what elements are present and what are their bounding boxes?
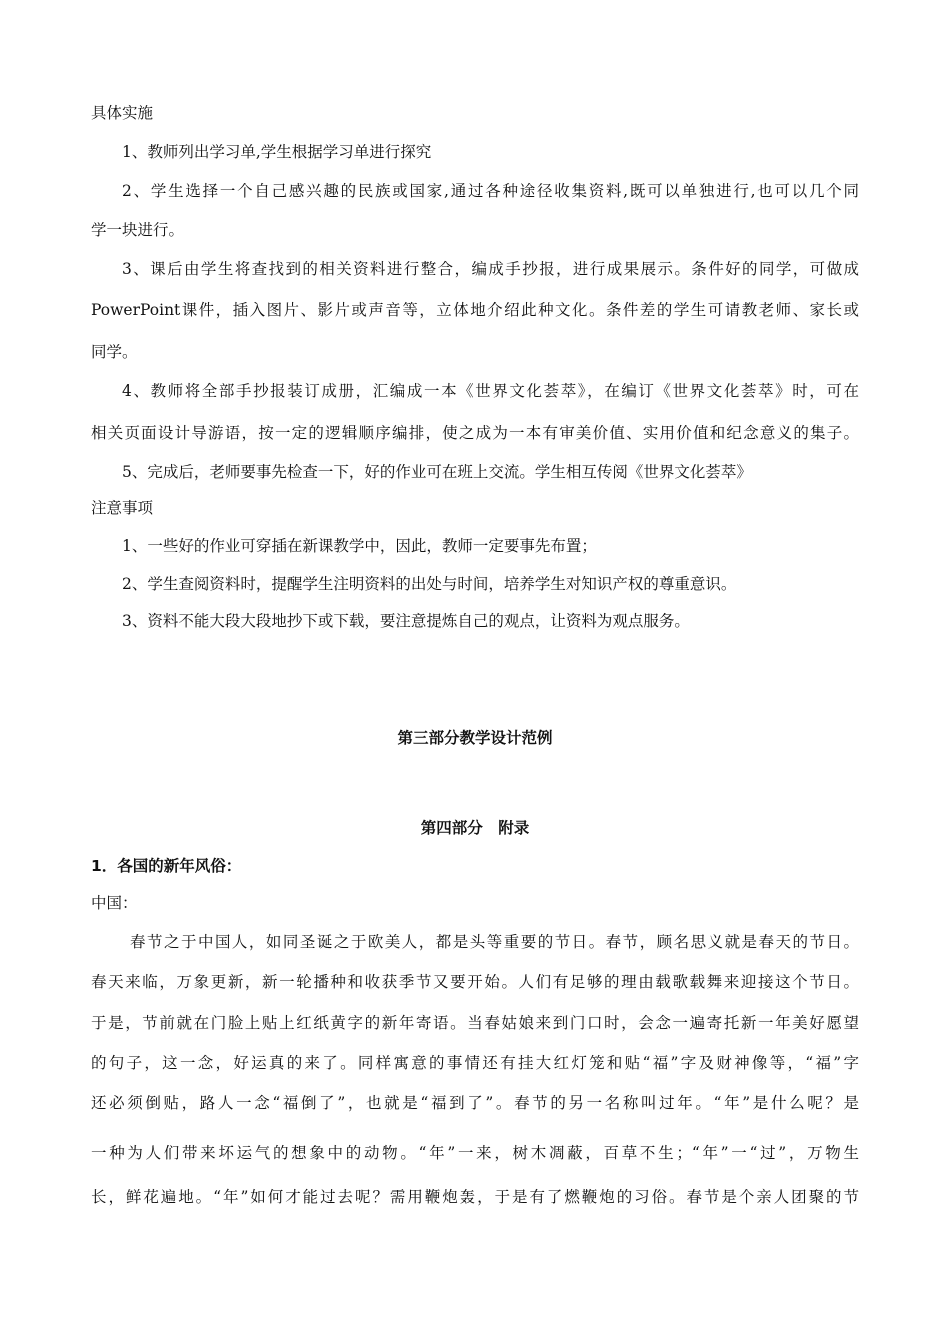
appendix-country-label: 中国： <box>91 894 138 912</box>
notes-item-1: 1、一些好的作业可穿插在新课教学中，因此，教师一定要事先布置； <box>122 537 597 555</box>
appendix-paragraph-line: 春天来临，万象更新，新一轮播种和收获季节又要开始。人们有足够的理由载歌载舞来迎接这个节日。 <box>91 973 859 991</box>
appendix-paragraph-line: 长，鲜花遍地。“年”如何才能过去呢？需用鞭炮轰，于是有了燃鞭炮的习俗。春节是个亲人团聚的节 <box>91 1188 859 1206</box>
notes-item-2: 2、学生查阅资料时，提醒学生注明资料的出处与时间，培养学生对知识产权的尊重意识。 <box>122 575 737 593</box>
implementation-item-2-line-2: 学一块进行。 <box>91 221 185 239</box>
implementation-item-3-line-3: 同学。 <box>91 343 138 361</box>
part-4-title: 第四部分 附录 <box>420 819 530 837</box>
appendix-section-title: 1．各国的新年风俗： <box>91 857 242 875</box>
implementation-item-5: 5、完成后，老师要事先检查一下，好的作业可在班上交流。学生相互传阅《世界文化荟萃》 <box>122 463 752 481</box>
implementation-item-4-line-1: 4、教师将全部手抄报装订成册，汇编成一本《世界文化荟萃》，在编订《世界文化荟萃》时，可在 <box>122 382 859 400</box>
implementation-item-2-line-1: 2、学生选择一个自己感兴趣的民族或国家,通过各种途径收集资料,既可以单独进行,也可以几个同 <box>122 182 859 200</box>
implementation-item-3-line-2: PowerPoint课件，插入图片、影片或声音等，立体地介绍此种文化。条件差的学生可请教老师、家长或 <box>91 301 859 319</box>
implementation-heading: 具体实施 <box>91 104 154 122</box>
appendix-paragraph-line: 的句子，这一念，好运真的来了。同样寓意的事情还有挂大红灯笼和贴“福”字及财神像等，“福”字 <box>91 1054 859 1072</box>
implementation-item-3-line-1: 3、课后由学生将查找到的相关资料进行整合，编成手抄报，进行成果展示。条件好的同学，可做成 <box>122 260 859 278</box>
appendix-paragraph-line: 一种为人们带来坏运气的想象中的动物。“年”一来，树木凋蔽，百草不生；“年”一“过”，万物生 <box>91 1144 859 1162</box>
notes-heading: 注意事项 <box>91 499 154 517</box>
part-3-title: 第三部分教学设计范例 <box>397 729 553 747</box>
appendix-paragraph-line: 还必须倒贴，路人一念“福倒了”，也就是“福到了”。春节的另一名称叫过年。“年”是什么呢？是 <box>91 1094 859 1112</box>
implementation-item-4-line-2: 相关页面设计导游语，按一定的逻辑顺序编排，使之成为一本有审美价值、实用价值和纪念意义的集子。 <box>91 424 859 442</box>
implementation-item-1: 1、教师列出学习单,学生根据学习单进行探究 <box>122 143 432 161</box>
notes-item-3: 3、资料不能大段大段地抄下或下载，要注意提炼自己的观点，让资料为观点服务。 <box>122 612 690 630</box>
appendix-paragraph-line: 春节之于中国人，如同圣诞之于欧美人，都是头等重要的节日。春节，顾名思义就是春天的节日。 <box>130 933 859 951</box>
appendix-paragraph-line: 于是，节前就在门脸上贴上红纸黄字的新年寄语。当春姑娘来到门口时，会念一遍寄托新一年美好愿望 <box>91 1014 859 1032</box>
